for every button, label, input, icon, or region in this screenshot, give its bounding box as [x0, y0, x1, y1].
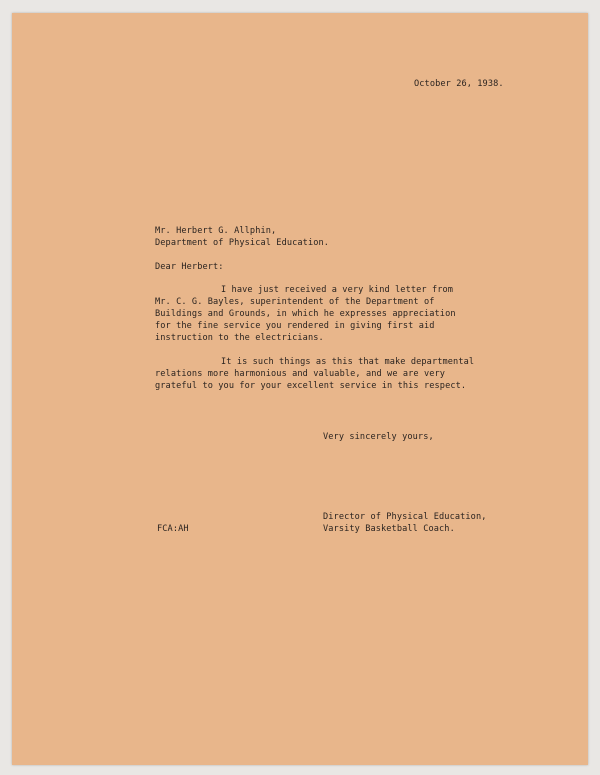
body-paragraph-1-line: instruction to the electricians. [155, 333, 324, 343]
recipient-name: Mr. Herbert G. Allphin, [155, 226, 277, 236]
body-paragraph-2-line: It is such things as this that make departmental [221, 357, 475, 367]
letter-date: October 26, 1938. [414, 79, 504, 89]
body-paragraph-2-line: grateful to you for your excellent service in this respect. [155, 381, 467, 391]
signature-title-line: Director of Physical Education, [323, 512, 487, 522]
reference-initials: FCA:AH [157, 524, 189, 534]
signature-title-line: Varsity Basketball Coach. [323, 524, 455, 534]
letter-page [12, 13, 588, 765]
body-paragraph-1-line: for the fine service you rendered in giving first aid [155, 321, 435, 331]
body-paragraph-1-line: Mr. C. G. Bayles, superintendent of the Department of [155, 297, 435, 307]
recipient-department: Department of Physical Education. [155, 238, 330, 248]
body-paragraph-1-line: Buildings and Grounds, in which he expresses appreciation [155, 309, 456, 319]
complimentary-close: Very sincerely yours, [323, 432, 434, 442]
body-paragraph-2-line: relations more harmonious and valuable, and we are very [155, 369, 446, 379]
salutation: Dear Herbert: [155, 262, 224, 272]
body-paragraph-1-line: I have just received a very kind letter from [221, 285, 454, 295]
